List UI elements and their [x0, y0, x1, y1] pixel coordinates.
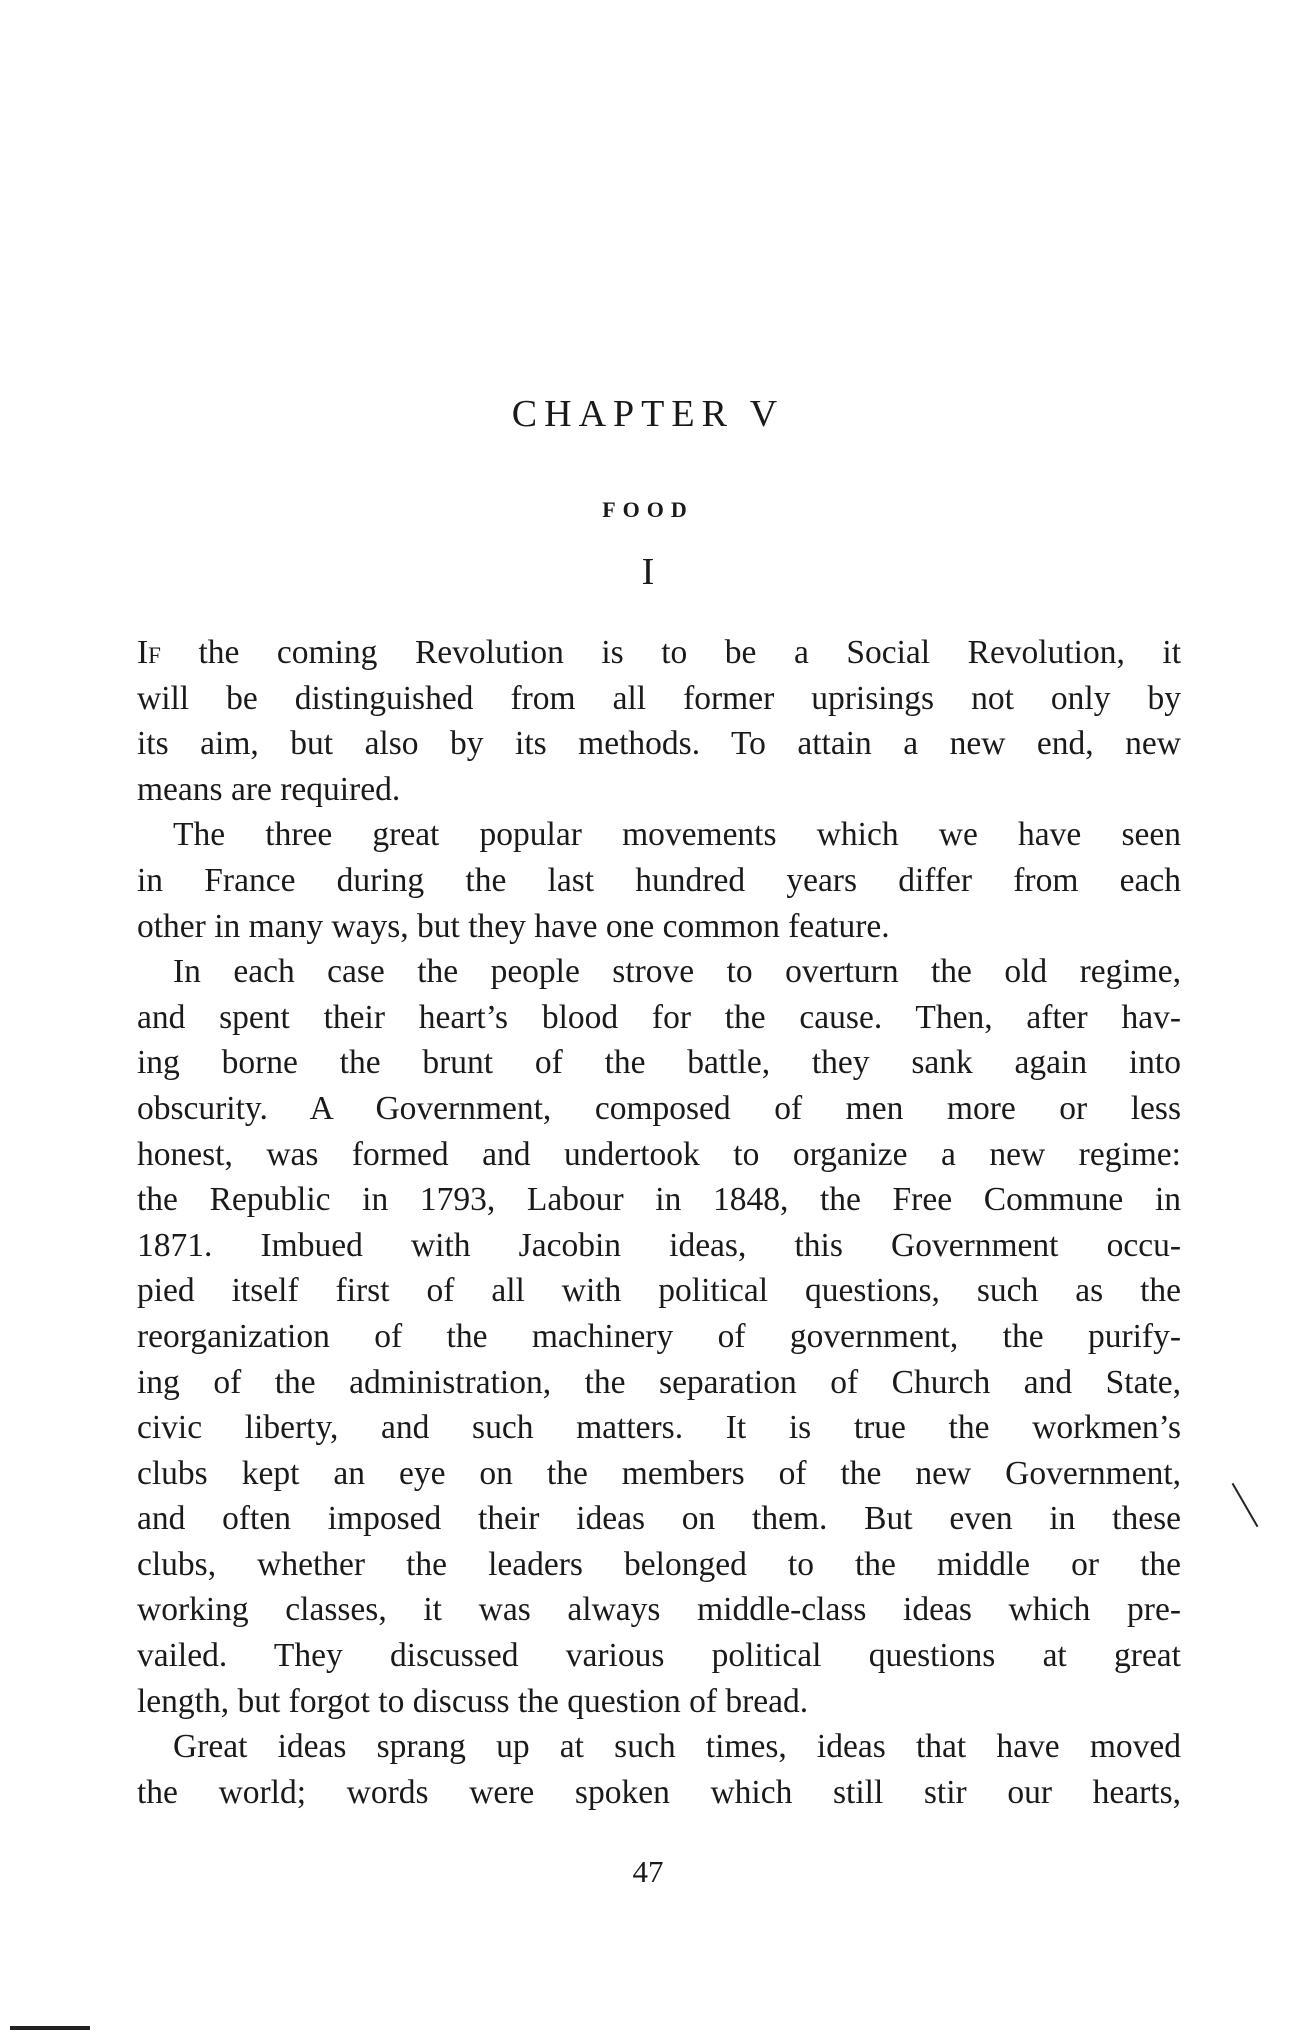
section-number: I	[641, 551, 655, 593]
text-line: ing of the administration, the separation of Church and State,	[137, 1363, 1181, 1401]
text-line: honest, was formed and undertook to organize a new regime:	[137, 1135, 1181, 1173]
text-line: In each case the people strove to overturn the old regime,	[173, 953, 1181, 991]
text-line: other in many ways, but they have one common feature.	[137, 907, 890, 945]
paragraph	[137, 1724, 1181, 1815]
text-line: Great ideas sprang up at such times, ideas that have moved	[173, 1728, 1181, 1766]
chapter-title: FOOD	[602, 497, 694, 522]
text-line: obscurity. A Government, composed of men more or less	[137, 1089, 1181, 1127]
page-number: 47	[632, 1854, 664, 1889]
text-line: The three great popular movements which we have seen	[173, 816, 1181, 854]
text-line: 1871. Imbued with Jacobin ideas, this Government occu-	[137, 1226, 1181, 1264]
text-line: clubs kept an eye on the members of the new Government,	[137, 1454, 1181, 1492]
text-line: the Republic in 1793, Labour in 1848, the Free Commune in	[137, 1181, 1181, 1219]
text-line: clubs, whether the leaders belonged to the middle or the	[137, 1545, 1181, 1583]
paragraph	[137, 630, 1181, 812]
text-line: the world; words were spoken which still stir our hearts,	[137, 1773, 1181, 1811]
text-line: its aim, but also by its methods. To attain a new end, new	[137, 725, 1181, 763]
text-line: ing borne the brunt of the battle, they sank again into	[137, 1044, 1181, 1082]
text-line: civic liberty, and such matters. It is true the workmen’s	[137, 1409, 1181, 1447]
opening-word: If	[137, 634, 161, 671]
text-line: and spent their heart’s blood for the cause. Then, after hav-	[137, 998, 1181, 1036]
text-line: pied itself first of all with political questions, such as the	[137, 1272, 1181, 1310]
text-line: in France during the last hundred years differ from each	[137, 861, 1181, 899]
text-line: vailed. They discussed various political questions at great	[137, 1637, 1181, 1675]
text-line: reorganization of the machinery of government, the purify-	[137, 1317, 1181, 1355]
text-line: means are required.	[137, 770, 401, 808]
scan-edge-mark	[10, 2026, 90, 2030]
text-line: working classes, it was always middle-class ideas which pre-	[137, 1591, 1181, 1629]
chapter-heading: CHAPTER V	[511, 393, 785, 435]
body-text	[137, 630, 1181, 1815]
text-line: will be distinguished from all former uprisings not only by	[137, 679, 1181, 717]
text-line: and often imposed their ideas on them. But even in these	[137, 1500, 1181, 1538]
text-line: length, but forgot to discuss the question of bread.	[137, 1682, 809, 1720]
text-line: If the coming Revolution is to be a Social Revolution, it	[137, 634, 1181, 671]
paragraph	[137, 812, 1181, 949]
paragraph	[137, 949, 1181, 1724]
margin-pencil-mark	[1232, 1483, 1259, 1527]
